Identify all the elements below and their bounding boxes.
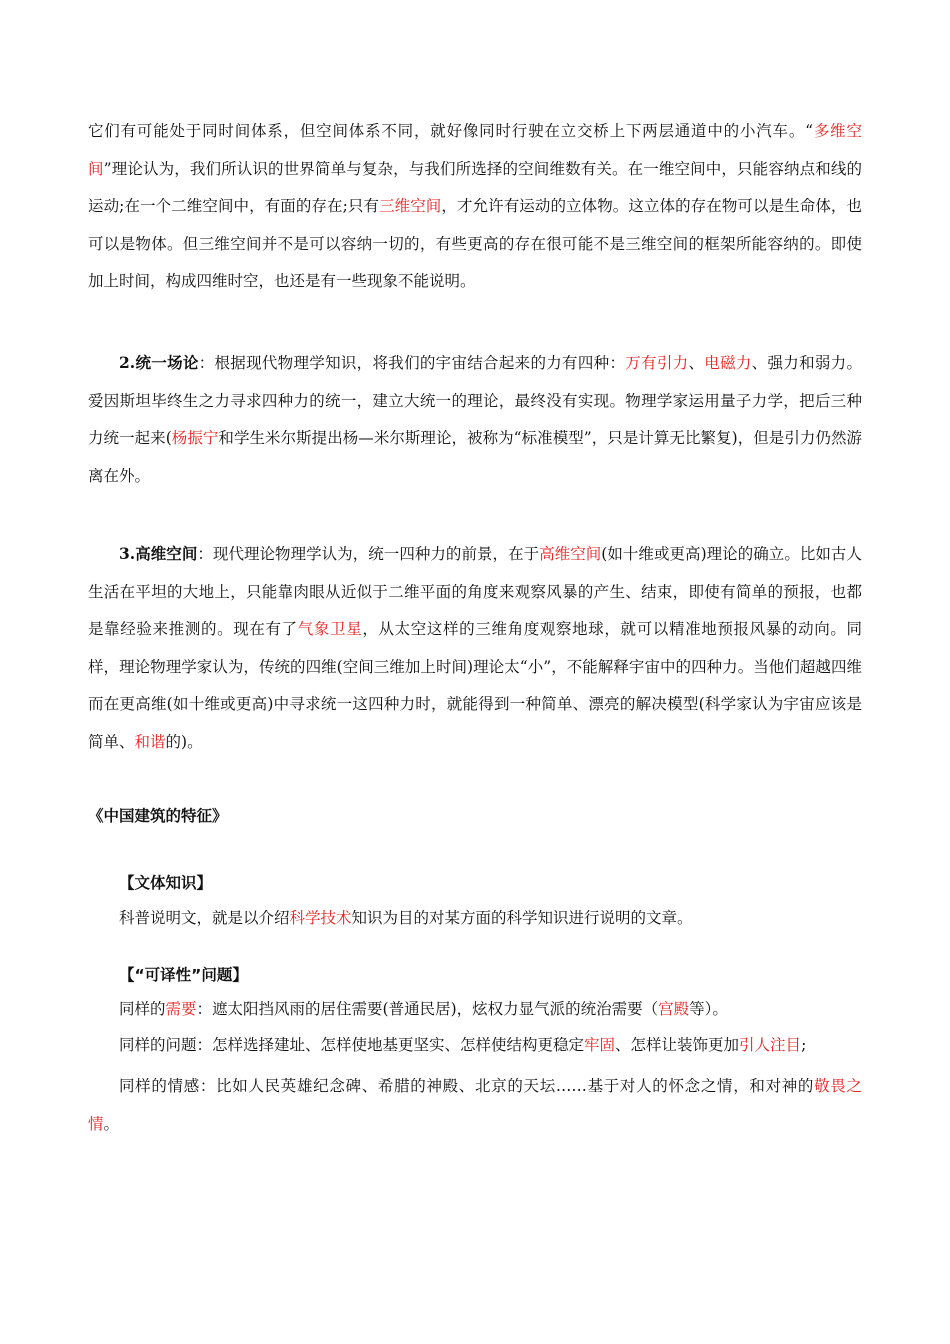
bold-term: 3. (119, 544, 136, 563)
highlighted-term: 气象卫星 (297, 620, 363, 639)
section-heading-genre-knowledge: 【文体知识】 (119, 874, 213, 892)
highlighted-term: 万有引力 (625, 354, 689, 372)
translatability-line-problems (88, 1033, 899, 1057)
bold-term: 高维空间 (135, 544, 198, 563)
text-run: 、 (688, 354, 705, 372)
text-run: 科普说明文，就是以介绍 (119, 909, 290, 927)
text-run: 同样的 (119, 1000, 166, 1018)
highlighted-term: 和谐 (134, 732, 166, 751)
text-run: 同样的情感：比如人民英雄纪念碑、希腊的神殿、北京的天坛……基于对人的怀念之情，和对神的 (119, 1077, 815, 1095)
text-run: 、怎样让装饰更加 (615, 1036, 740, 1054)
text-run: ; (801, 1036, 807, 1054)
paragraph-higher-dimensional-space (88, 535, 862, 762)
bold-term: 统一场论 (135, 353, 199, 372)
highlighted-term: 引人注目 (739, 1036, 802, 1054)
highlighted-term: 多维空间 (88, 122, 862, 178)
highlighted-term: 杨振宁 (171, 429, 219, 448)
text-run: ”理论认为，我们所认识的世界简单与复杂，与我们所选择的空间维数有关。在一维空间中，只能容纳点和线的运动;在一个二维空间中，有面的存在;只有 (88, 159, 862, 216)
text-run: ：根据现代物理学知识，将我们的宇宙结合起来的力有四种： (198, 354, 626, 372)
highlighted-term: 需要 (165, 1000, 197, 1018)
bold-term: 2. (119, 353, 136, 372)
highlighted-term: 科学技术 (289, 909, 352, 927)
highlighted-term: 三维空间 (379, 197, 442, 216)
text-run: 知识为目的对某方面的科学知识进行说明的文章。 (351, 909, 693, 927)
text-run: 、强力和弱力。爱因斯坦毕终生之力寻求四种力的统一，建立大统一的理论，最终没有实现。物理学家运用量子力学，把后三种力统一起来( (88, 354, 862, 448)
text-run: 它们有可能处于同时间体系，但空间体系不同，就好像同时行驶在立交桥上下两层通道中的小汽车。“ (88, 122, 814, 140)
text-run: 和学生米尔斯提出杨—米尔斯理论，被称为“标准模型”，只是计算无比繁复)，但是引力仍然游离在外。 (88, 429, 862, 485)
section-heading-translatability: 【“可译性”问题】 (119, 966, 248, 984)
translatability-line-emotions (88, 1068, 862, 1143)
text-run: ，从太空这样的三维角度观察地球，就可以精准地预报风暴的动向。同样，理论物理学家认为，传统的四维(空间三维加上时间)理论太“小”，不能解释宇宙中的四种力。当他们超越四维而在更高维(如十维或更高)中寻求统一这四种力时，就能得到一种简单、漂亮的解决模型(科学家认为宇宙应该是简单、 (88, 620, 862, 751)
article-title: 《中国建筑的特征》 (88, 807, 228, 825)
highlighted-term: 敬畏之情 (88, 1077, 862, 1133)
genre-knowledge-text (88, 906, 899, 930)
highlighted-term: 牢固 (584, 1036, 616, 1054)
highlighted-term: 高维空间 (539, 545, 602, 563)
text-run: 。 (103, 1114, 120, 1133)
highlighted-term: 电磁力 (704, 354, 752, 372)
text-run: 的)。 (165, 732, 203, 751)
text-run: 同样的问题：怎样选择建址、怎样使地基更坚实、怎样使结构更稳定 (119, 1036, 585, 1054)
paragraph-unified-field-theory (88, 344, 862, 495)
translatability-line-needs (88, 997, 899, 1021)
text-run: ：遮太阳挡风雨的居住需要(普通民居)，炫权力显气派的统治需要（ (196, 1000, 659, 1018)
paragraph-multidimensional-space (88, 113, 862, 301)
highlighted-term: 宫殿 (658, 1000, 690, 1018)
text-run: ：现代理论物理学认为，统一四种力的前景，在于 (197, 545, 540, 563)
text-run: ，才允许有运动的立体物。这立体的存在物可以是生命体，也可以是物体。但三维空间并不是可以容纳一切的，有些更高的存在很可能不是三维空间的框架所能容纳的。即使加上时间，构成四维时空，也还是有一些现象不能说明。 (88, 197, 862, 291)
text-run: 等）。 (689, 1000, 728, 1018)
text-run: (如十维或更高)理论的确立。比如古人生活在平坦的大地上，只能靠肉眼从近似于二维平面的角度来观察风暴的产生、结束，即使有简单的预报，也都是靠经验来推测的。现在有了 (88, 545, 862, 639)
